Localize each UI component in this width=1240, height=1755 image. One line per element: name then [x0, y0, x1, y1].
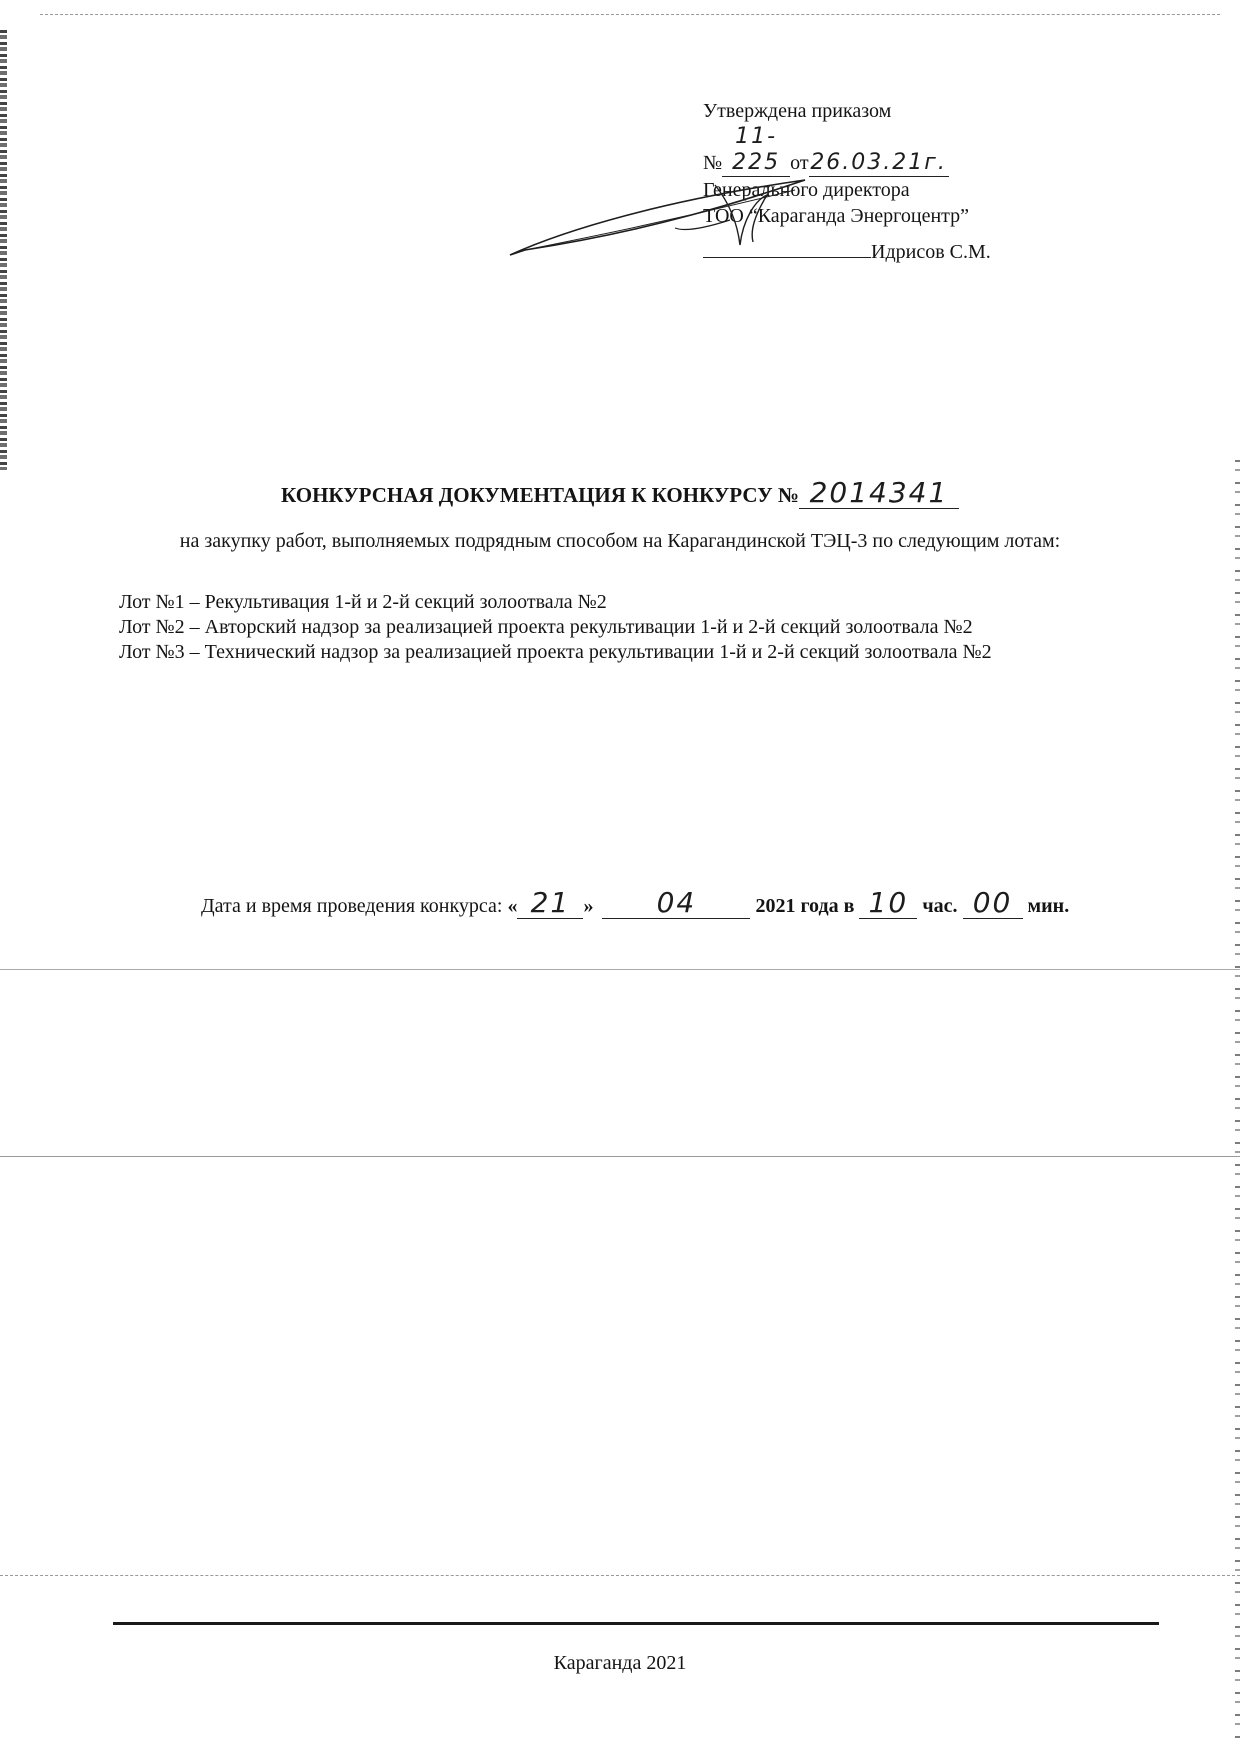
minute-label: мин. [1027, 895, 1070, 917]
minute-handwritten: 00 [963, 888, 1023, 919]
contest-number-handwritten: 2014341 [799, 478, 959, 509]
lot-item: Лот №2 – Авторский надзор за реализацией проекта рекультивации 1-й и 2-й секций золоотвала №2 [119, 616, 973, 638]
datetime-label: Дата и время проведения конкурса: [201, 895, 503, 917]
approval-heading: Утверждена приказом [703, 100, 892, 122]
approval-company: ТОО “Караганда Энергоцентр” [703, 205, 970, 227]
lot-item: Лот №3 – Технический надзор за реализацией проекта рекультивации 1-й и 2-й секций золоотвала №2 [119, 641, 992, 663]
footer-rule [113, 1622, 1159, 1625]
open-quote: « [507, 895, 518, 917]
month-handwritten: 04 [602, 888, 750, 919]
document-title [0, 478, 1240, 510]
contest-datetime-line [201, 888, 1069, 921]
scan-top-line [40, 14, 1220, 15]
city-year: Караганда 2021 [553, 1652, 687, 1674]
signer-name: Идрисов С.М. [871, 241, 991, 263]
fold-line-2 [0, 1156, 1240, 1157]
scan-edge-left [0, 30, 7, 470]
order-date-handwritten: 26.03.21г. [810, 150, 947, 175]
scan-edge-right [1235, 460, 1240, 1740]
fold-line-3 [0, 1575, 1240, 1576]
approval-position: Генерального директора [703, 179, 910, 201]
hour-label: час. [922, 895, 958, 917]
fold-line-1 [0, 969, 1240, 970]
hour-handwritten: 10 [859, 888, 917, 919]
close-quote: » [583, 895, 594, 917]
number-sign: № [703, 152, 723, 174]
day-handwritten: 21 [517, 888, 583, 919]
lot-item: Лот №1 – Рекультивация 1-й и 2-й секций золоотвала №2 [119, 591, 607, 613]
from-label: от [790, 152, 809, 174]
signature-drawing [505, 160, 825, 260]
order-number-handwritten: 11-225 [722, 124, 790, 177]
document-subtitle: на закупку работ, выполняемых подрядным способом на Карагандинской ТЭЦ-3 по следующим лотам: [179, 530, 1061, 552]
lots-list [119, 590, 992, 665]
year-text: 2021 года в [755, 895, 855, 917]
title-text: КОНКУРСНАЯ ДОКУМЕНТАЦИЯ К КОНКУРСУ № [281, 483, 799, 507]
